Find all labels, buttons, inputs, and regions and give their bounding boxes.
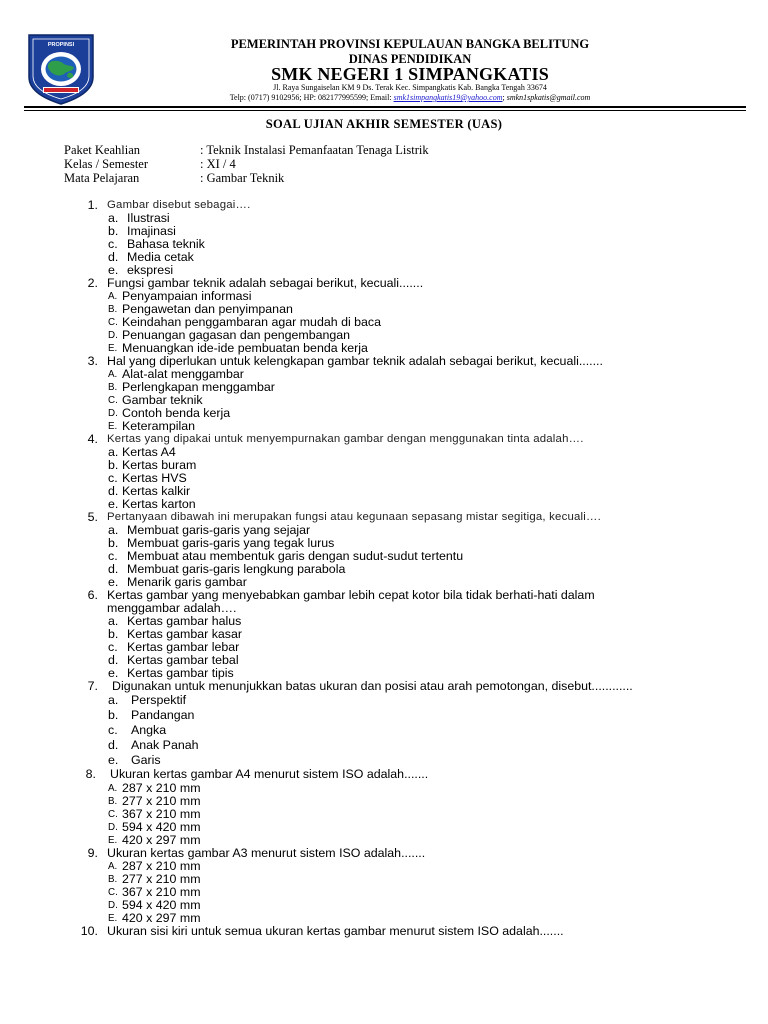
option-text: Angka xyxy=(131,723,167,737)
option-text: Kertas gambar halus xyxy=(127,614,242,628)
info-value: : Gambar Teknik xyxy=(200,171,285,185)
option-letter: C. xyxy=(108,317,118,328)
option-letter: e. xyxy=(108,753,119,767)
option-letter: B. xyxy=(108,304,118,315)
option-text: 277 x 210 mm xyxy=(122,794,201,808)
answer-option xyxy=(0,723,768,738)
option-text: Perlengkapan menggambar xyxy=(122,380,275,394)
option-text: 420 x 297 mm xyxy=(122,833,201,847)
option-letter: e. xyxy=(108,666,119,680)
question-number: 2. xyxy=(87,276,98,290)
question-2 xyxy=(0,277,768,290)
option-text: 277 x 210 mm xyxy=(122,872,201,886)
answer-option xyxy=(0,381,768,394)
answer-option xyxy=(0,368,768,381)
option-letter: a. xyxy=(108,445,119,459)
option-letter: a. xyxy=(108,211,119,225)
logo-caption: PROPINSI xyxy=(47,42,75,48)
option-text: Menuangkan ide-ide pembuatan benda kerja xyxy=(122,341,368,355)
option-letter: b. xyxy=(108,536,119,550)
info-value: : XI / 4 xyxy=(200,157,236,171)
question-text: Ukuran kertas gambar A4 menurut sistem ISO adalah....... xyxy=(110,767,429,781)
option-letter: A. xyxy=(108,291,118,302)
option-text: Garis xyxy=(131,753,161,767)
option-letter: C. xyxy=(108,395,118,406)
info-label: Mata Pelajaran xyxy=(64,171,140,185)
option-letter: B. xyxy=(108,874,118,885)
answer-option xyxy=(0,420,768,433)
option-text: Keterampilan xyxy=(122,419,196,433)
option-letter: c. xyxy=(108,471,118,485)
option-text: 287 x 210 mm xyxy=(122,859,201,873)
question-3 xyxy=(0,355,768,368)
government-name: PEMERINTAH PROVINSI KEPULAUAN BANGKA BELITUNG xyxy=(230,37,590,51)
letterhead-rule-thin xyxy=(24,110,746,111)
option-text: Penyampaian informasi xyxy=(122,289,252,303)
answer-option xyxy=(0,808,768,821)
answer-option xyxy=(0,316,768,329)
email-link-yahoo[interactable]: smk1simpangkatis19@yahoo.com xyxy=(393,93,503,102)
answer-option xyxy=(0,394,768,407)
option-text: 367 x 210 mm xyxy=(122,807,201,821)
option-letter: b. xyxy=(108,627,119,641)
option-letter: E. xyxy=(108,913,118,924)
option-text: Kertas gambar tebal xyxy=(127,653,239,667)
province-logo xyxy=(27,33,95,105)
answer-option xyxy=(0,886,768,899)
option-text: 420 x 297 mm xyxy=(122,911,201,925)
question-text-continued: menggambar adalah…. xyxy=(107,601,237,615)
option-letter: d. xyxy=(108,250,119,264)
option-letter: c. xyxy=(108,237,118,251)
answer-option xyxy=(0,795,768,808)
option-text: Anak Panah xyxy=(131,738,199,752)
answer-option xyxy=(0,821,768,834)
question-text: Ukuran sisi kiri untuk semua ukuran kertas gambar menurut sistem ISO adalah....... xyxy=(107,924,564,938)
answer-option xyxy=(0,860,768,873)
option-letter: E. xyxy=(108,835,118,846)
answer-option xyxy=(0,407,768,420)
option-text: ekspresi xyxy=(127,263,174,277)
school-contact xyxy=(150,93,670,102)
option-text: Alat-alat menggambar xyxy=(122,367,244,381)
option-text: Membuat garis-garis yang tegak lurus xyxy=(127,536,335,550)
option-letter: b. xyxy=(108,708,119,722)
question-text: Ukuran kertas gambar A3 menurut sistem ISO adalah....... xyxy=(107,846,426,860)
option-text: Kertas gambar tipis xyxy=(127,666,234,680)
option-text: 594 x 420 mm xyxy=(122,898,201,912)
option-text: Imajinasi xyxy=(127,224,176,238)
option-letter: A. xyxy=(108,783,118,794)
info-label: Paket Keahlian xyxy=(64,143,141,157)
info-label: Kelas / Semester xyxy=(64,157,149,171)
option-letter: b. xyxy=(108,224,119,238)
option-letter: D. xyxy=(108,822,118,833)
option-text: Kertas kalkir xyxy=(122,484,191,498)
question-7 xyxy=(0,680,768,693)
option-text: Kertas karton xyxy=(122,497,196,511)
question-number: 5. xyxy=(87,510,98,524)
option-letter: B. xyxy=(108,382,118,393)
option-text: Kertas gambar lebar xyxy=(127,640,240,654)
option-letter: C. xyxy=(108,887,118,898)
option-text: Penuangan gagasan dan pengembangan xyxy=(122,328,351,342)
option-text: Keindahan penggambaran agar mudah di baca xyxy=(122,315,382,329)
option-letter: D. xyxy=(108,900,118,911)
option-letter: e. xyxy=(108,575,119,589)
question-number: 6. xyxy=(87,588,98,602)
answer-option xyxy=(0,873,768,886)
question-text: Digunakan untuk menunjukkan batas ukuran dan posisi atau arah pemotongan, disebut............ xyxy=(112,679,633,693)
option-text: Menarik garis gambar xyxy=(127,575,247,589)
option-letter: e. xyxy=(108,497,119,511)
option-letter: D. xyxy=(108,330,118,341)
option-letter: a. xyxy=(108,693,119,707)
answer-option xyxy=(0,738,768,753)
option-letter: e. xyxy=(108,263,119,277)
option-letter: B. xyxy=(108,796,118,807)
option-letter: E. xyxy=(108,343,118,354)
question-8 xyxy=(0,768,768,782)
option-letter: A. xyxy=(108,369,118,380)
question-text: Pertanyaan dibawah ini merupakan fungsi atau kegunaan sepasang mistar segitiga, kecuali…. xyxy=(107,511,601,523)
option-letter: a. xyxy=(108,614,119,628)
option-text: Contoh benda kerja xyxy=(122,406,231,420)
option-text: Membuat garis-garis yang sejajar xyxy=(127,523,311,537)
question-text: Fungsi gambar teknik adalah sebagai berikut, kecuali....... xyxy=(107,276,424,290)
option-letter: c. xyxy=(108,549,118,563)
option-text: Perspektif xyxy=(131,693,187,707)
option-text: Media cetak xyxy=(127,250,194,264)
answer-option xyxy=(0,899,768,912)
department-name: DINAS PENDIDIKAN xyxy=(348,52,472,66)
option-text: Gambar teknik xyxy=(122,393,203,407)
question-10 xyxy=(0,925,768,938)
option-text: Ilustrasi xyxy=(127,211,170,225)
school-name: SMK NEGERI 1 SIMPANGKATIS xyxy=(271,64,549,84)
letterhead-rule-thick xyxy=(24,106,746,108)
option-text: Kertas buram xyxy=(122,458,197,472)
option-text: Pandangan xyxy=(131,708,195,722)
option-text: Membuat atau membentuk garis dengan sudut-sudut tertentu xyxy=(127,549,464,563)
question-9 xyxy=(0,847,768,860)
contact-phones: Telp: (0717) 9102956; HP: 082177995599; Email: xyxy=(229,93,394,102)
option-letter: d. xyxy=(108,484,119,498)
exam-title: SOAL UJIAN AKHIR SEMESTER (UAS) xyxy=(265,117,503,131)
answer-option xyxy=(0,303,768,316)
option-text: 367 x 210 mm xyxy=(122,885,201,899)
school-address: Jl. Raya Sungaiselan KM 9 Ds. Terak Kec. Simpangkatis Kab. Bangka Tengah 33674 xyxy=(273,83,547,92)
question-number: 9. xyxy=(87,846,98,860)
option-letter: d. xyxy=(108,562,119,576)
question-text: Hal yang diperlukan untuk kelengkapan gambar teknik adalah sebagai berikut, kecuali....... xyxy=(107,354,603,368)
question-number: 7. xyxy=(87,679,98,693)
option-text: Kertas A4 xyxy=(122,445,176,459)
option-text: 594 x 420 mm xyxy=(122,820,201,834)
answer-option xyxy=(0,782,768,795)
question-number: 4. xyxy=(87,432,98,446)
answer-option xyxy=(0,693,768,708)
option-text: Membuat garis-garis lengkung parabola xyxy=(127,562,346,576)
option-letter: C. xyxy=(108,809,118,820)
question-text: Kertas gambar yang menyebabkan gambar lebih cepat kotor bila tidak berhati-hati dalam xyxy=(107,588,595,602)
question-number: 1. xyxy=(87,198,98,212)
question-number: 10. xyxy=(80,924,98,938)
option-letter: d. xyxy=(108,653,119,667)
option-text: Kertas gambar kasar xyxy=(127,627,243,641)
info-value: : Teknik Instalasi Pemanfaatan Tenaga Listrik xyxy=(200,143,429,157)
answer-option xyxy=(0,329,768,342)
question-text: Gambar disebut sebagai…. xyxy=(107,199,251,211)
option-letter: c. xyxy=(108,723,118,737)
email-gmail: smkn1spkatis@gmail.com xyxy=(506,93,591,102)
option-text: 287 x 210 mm xyxy=(122,781,201,795)
answer-option xyxy=(0,708,768,723)
answer-option xyxy=(0,290,768,303)
question-number: 3. xyxy=(87,354,98,368)
option-text: Kertas HVS xyxy=(122,471,187,485)
answer-option xyxy=(0,753,768,768)
question-text: Kertas yang dipakai untuk menyempurnakan gambar dengan menggunakan tinta adalah…. xyxy=(107,433,584,445)
answer-option xyxy=(0,498,768,511)
option-letter: D. xyxy=(108,408,118,419)
option-letter: d. xyxy=(108,738,119,752)
option-letter: A. xyxy=(108,861,118,872)
question-list xyxy=(0,199,768,938)
option-letter: E. xyxy=(108,421,118,432)
option-letter: b. xyxy=(108,458,119,472)
option-text: Bahasa teknik xyxy=(127,237,205,251)
option-letter: c. xyxy=(108,640,118,654)
option-letter: a. xyxy=(108,523,119,537)
question-number: 8. xyxy=(85,767,96,781)
option-text: Pengawetan dan penyimpanan xyxy=(122,302,293,316)
contact-separator: ; xyxy=(502,93,507,102)
